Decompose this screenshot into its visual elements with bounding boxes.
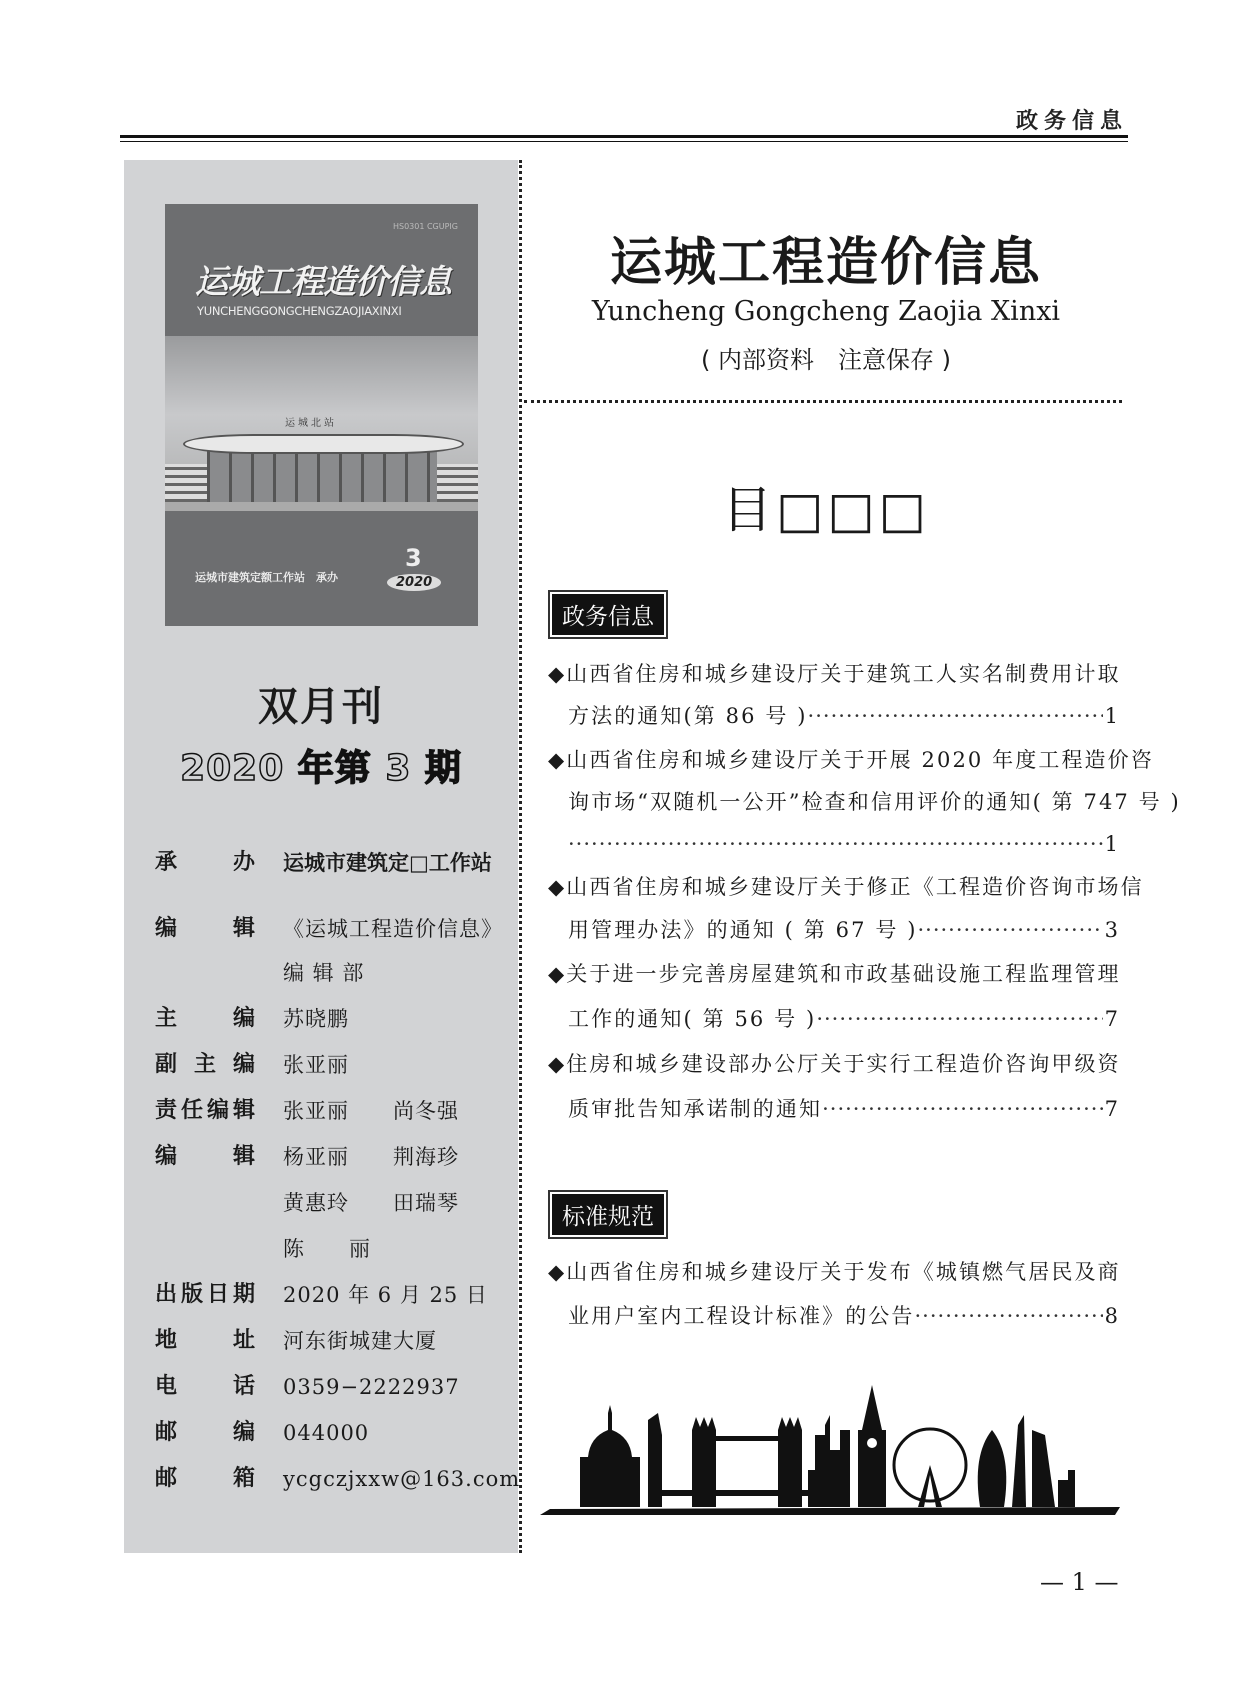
toc-entry-text[interactable]: ◆山西省住房和城乡建设厅关于发布《城镇燃气居民及商	[548, 1260, 1121, 1284]
city-skyline-illustration	[540, 1375, 1120, 1520]
office-cluster	[808, 1415, 850, 1507]
big-ben-clock	[867, 1438, 877, 1448]
masthead-label: 电 话	[155, 1374, 255, 1399]
masthead-value: 044000	[283, 1421, 370, 1445]
masthead-label: 编 辑	[155, 916, 255, 941]
leadenhall	[1032, 1430, 1055, 1507]
masthead-value: ycgczjxxw@163.com	[283, 1467, 521, 1491]
section-label	[548, 1190, 668, 1239]
masthead-label: 出版日期	[155, 1282, 255, 1307]
masthead-value: 张亚丽	[283, 1053, 349, 1077]
masthead-value: 河东街城建大厦	[283, 1329, 437, 1353]
toc-entry-line[interactable]	[548, 700, 1118, 732]
toc-entry-line[interactable]	[548, 828, 1118, 860]
toc-entry-line[interactable]	[548, 914, 1118, 946]
masthead-label: 邮 箱	[155, 1466, 255, 1491]
cover-thumbnail	[165, 204, 478, 626]
cover-publisher: 运城市建筑定额工作站 承办	[195, 571, 338, 584]
masthead-label: 地 址	[155, 1328, 255, 1353]
station-wing-right	[433, 464, 478, 502]
cover-issue: 3	[405, 544, 422, 572]
masthead-value: 运城市建筑定□工作站	[283, 851, 492, 875]
masthead-value: 苏晓鹏	[283, 1007, 349, 1031]
toc-entry-line[interactable]	[548, 958, 1121, 990]
masthead-label: 承 办	[155, 850, 255, 875]
toc-entry-line[interactable]	[548, 744, 1154, 776]
dot-leader	[917, 914, 1102, 946]
masthead-value: 编 辑 部	[283, 961, 365, 985]
cover-code: HS0301 CGUPIG	[392, 222, 458, 231]
toc-entry-text[interactable]: ◆住房和城乡建设部办公厅关于实行工程造价咨询甲级资	[548, 1052, 1121, 1076]
page-number: — 1 —	[1040, 1568, 1119, 1596]
header-rule	[120, 135, 1128, 138]
dot-leader	[808, 700, 1103, 732]
internal-note: ( 内部资料 注意保存 )	[701, 346, 951, 374]
masthead-value: 《运城工程造价信息》	[283, 917, 503, 941]
masthead-value: 2020 年 6 月 25 日	[283, 1283, 488, 1307]
station-wing-left	[165, 464, 210, 502]
toc-entry-text[interactable]: 用管理办法》的通知 ( 第 67 号 )	[568, 918, 918, 942]
bridge-tower-right	[778, 1417, 802, 1507]
toc-entry-text[interactable]: 业用户室内工程设计标准》的公告	[568, 1304, 915, 1328]
station-sign: 运城北站	[285, 418, 337, 429]
toc-entry-text[interactable]: ◆山西省住房和城乡建设厅关于开展 2020 年度工程造价咨	[548, 748, 1154, 772]
toc-entry-text[interactable]: 询市场“双随机一公开”检查和信用评价的通知( 第 747 号 )	[568, 790, 1181, 814]
station-photo	[165, 336, 478, 511]
toc-entry-line[interactable]	[548, 1093, 1118, 1125]
masthead-label: 编 辑	[155, 1144, 255, 1169]
frequency: 双月刊	[258, 684, 384, 730]
low-blocks	[1058, 1470, 1075, 1507]
toc-entry-text[interactable]: 方法的通知(第 86 号 )	[568, 704, 808, 728]
toc-entry-text[interactable]: ◆关于进一步完善房屋建筑和市政基础设施工程监理管理	[548, 962, 1121, 986]
journal-pinyin: Yuncheng Gongcheng Zaojia Xinxi	[591, 296, 1061, 327]
cover-pinyin: YUNCHENGGONGCHENGZAOJIAXINXI	[197, 304, 402, 318]
masthead-value: 陈 丽	[283, 1237, 371, 1261]
dot-leader	[816, 1003, 1102, 1035]
toc-heading: 目□□□	[722, 481, 930, 539]
station-building	[207, 450, 437, 502]
dotted-divider-horizontal	[524, 400, 1122, 403]
toc-entry-text[interactable]: 工作的通知( 第 56 号 )	[568, 1007, 817, 1031]
station-roof	[183, 434, 464, 454]
toc-entry-line[interactable]	[548, 871, 1144, 903]
toc-page-number[interactable]: 1	[1104, 832, 1118, 856]
toc-entry-line[interactable]	[548, 1256, 1121, 1288]
toc-entry-text[interactable]: 质审批告知承诺制的通知	[568, 1097, 823, 1121]
toc-entry-line[interactable]	[548, 1048, 1121, 1080]
masthead-value: 杨亚丽 荆海珍	[283, 1145, 459, 1169]
dot-leader	[915, 1300, 1103, 1332]
masthead-value: 0359−2222937	[283, 1375, 460, 1399]
masthead-value: 张亚丽 尚冬强	[283, 1099, 459, 1123]
bridge-walkway	[716, 1436, 778, 1441]
dot-leader	[568, 828, 1103, 860]
section-label	[548, 590, 668, 639]
gherkin	[978, 1430, 1007, 1507]
dotted-divider-vertical	[519, 160, 522, 1553]
masthead-value: 黄惠玲 田瑞琴	[283, 1191, 459, 1215]
shard	[1012, 1415, 1026, 1507]
masthead-label: 责任编辑	[155, 1098, 255, 1123]
toc-entry-line[interactable]	[548, 1300, 1118, 1332]
masthead-label: 副主编	[155, 1052, 255, 1077]
toc-page-number[interactable]: 3	[1104, 918, 1118, 942]
station-plaza	[165, 502, 478, 511]
journal-title: 运城工程造价信息	[609, 233, 1042, 293]
toc-page-number[interactable]: 8	[1104, 1304, 1118, 1328]
cathedral-dome	[580, 1405, 640, 1507]
section-label-text: 政务信息	[552, 594, 664, 635]
cover-year: 2020	[387, 574, 441, 591]
toc-entry-text[interactable]: ◆山西省住房和城乡建设厅关于修正《工程造价咨询市场信	[548, 875, 1144, 899]
toc-page-number[interactable]: 7	[1104, 1097, 1118, 1121]
toc-entry-line[interactable]	[548, 1003, 1118, 1035]
masthead-label: 主 编	[155, 1006, 255, 1031]
section-label-text: 标准规范	[552, 1194, 664, 1235]
toc-entry-text[interactable]: ◆山西省住房和城乡建设厅关于建筑工人实名制费用计取	[548, 662, 1121, 686]
header-rule-thin	[120, 141, 1128, 142]
issue-number: 2020 年第 3 期	[180, 748, 462, 789]
toc-page-number[interactable]: 1	[1104, 704, 1118, 728]
ground	[540, 1507, 1120, 1515]
cover-title: 运城工程造价信息	[195, 262, 451, 301]
masthead-label: 邮 编	[155, 1420, 255, 1445]
running-header: 政务信息	[1015, 109, 1128, 134]
toc-entry-line[interactable]	[548, 658, 1121, 690]
dot-leader	[822, 1093, 1103, 1125]
toc-page-number[interactable]: 7	[1104, 1007, 1118, 1031]
toc-entry-line[interactable]	[548, 786, 1181, 818]
